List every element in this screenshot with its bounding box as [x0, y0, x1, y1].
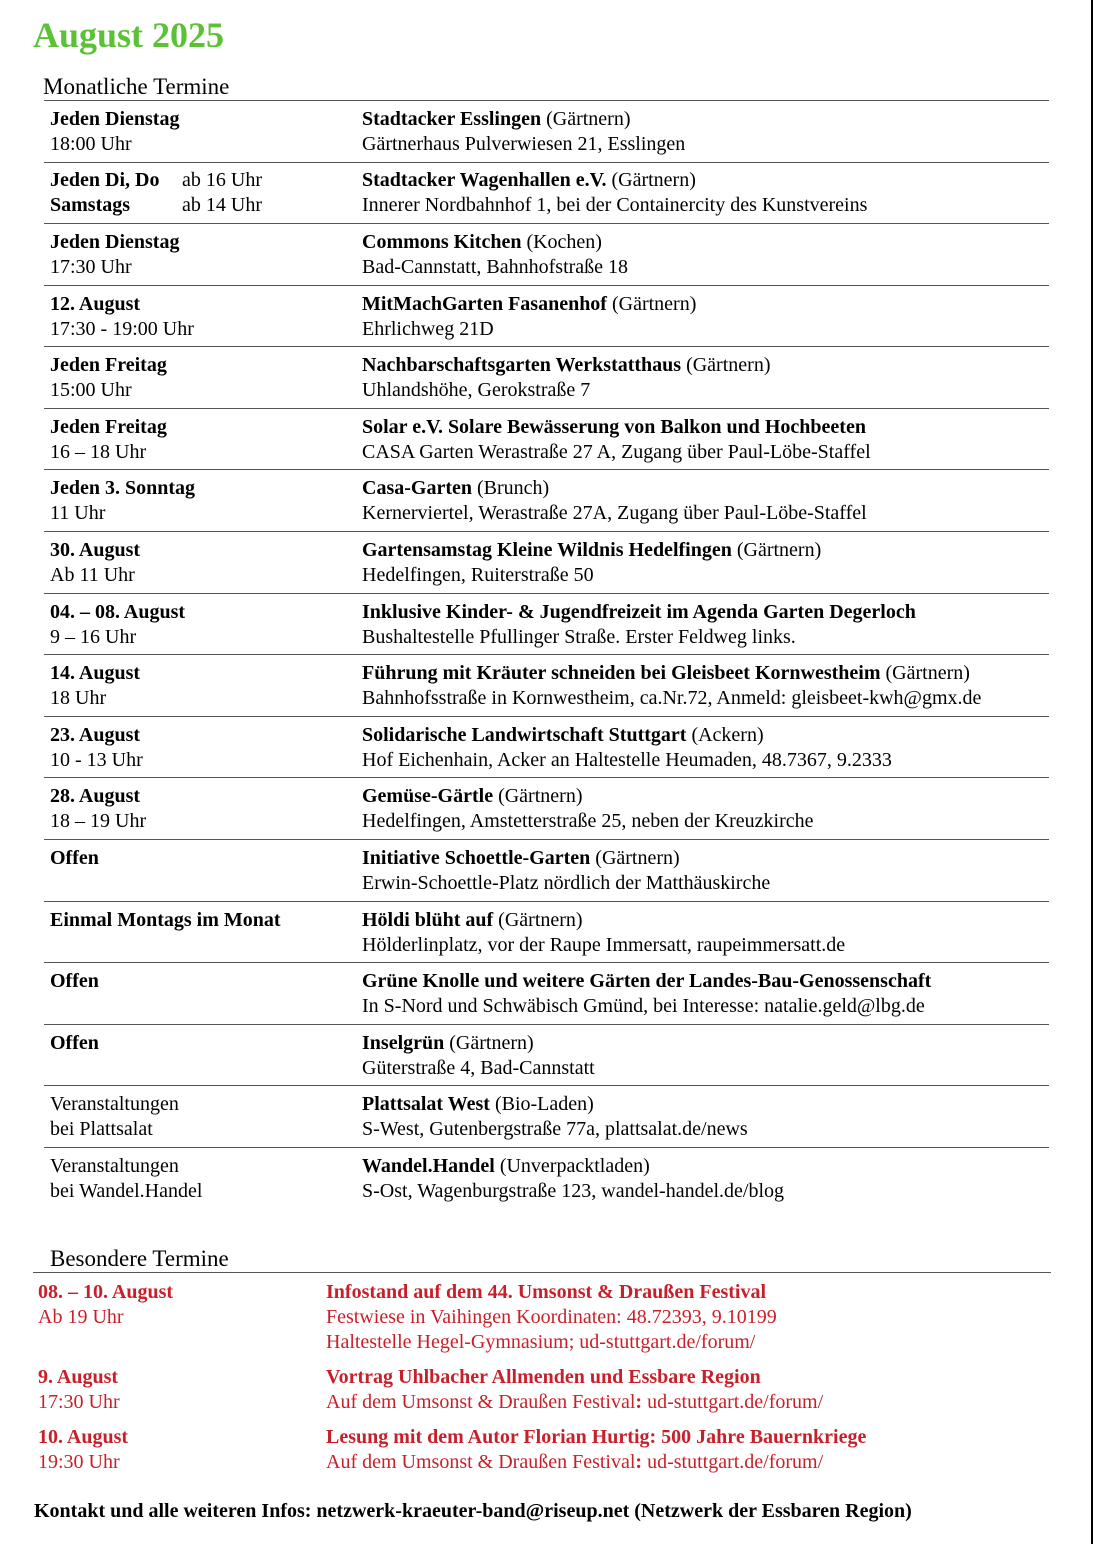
event-type: (Gärtnern) [606, 293, 697, 315]
page-right-border [1091, 0, 1093, 1544]
event-address: Bushaltestelle Pfullinger Straße. Erster Feldweg links. [362, 626, 796, 648]
special-event-location: Haltestelle Hegel-Gymnasium; ud-stuttgart.de/forum/ [326, 1331, 756, 1353]
event-type: (Kochen) [521, 231, 602, 253]
event-name: Nachbarschaftsgarten Werkstatthaus [362, 354, 682, 376]
event-name: Höldi blüht auf [362, 909, 494, 931]
event-name: Commons Kitchen [362, 231, 522, 253]
special-event-location-text: Auf dem Umsonst & Draußen Festival [326, 1451, 636, 1473]
special-heading: Besondere Termine [50, 1246, 229, 1271]
event-type: (Gärtnern) [493, 909, 583, 931]
event-row [50, 963, 1050, 1024]
special-event-name: Vortrag Uhlbacher Allmenden und Essbare Region [326, 1366, 761, 1388]
event-address: Hedelfingen, Ruiterstraße 50 [362, 564, 594, 586]
event-name: Wandel.Handel [362, 1155, 495, 1177]
event-name: Stadtacker Esslingen [362, 108, 542, 130]
special-event-time: 19:30 Uhr [38, 1451, 120, 1473]
special-event-when: 9. August [38, 1366, 119, 1388]
event-when: Jeden 3. Sonntag [50, 477, 196, 499]
event-name: Initiative Schoettle-Garten [362, 847, 591, 869]
event-address: Güterstraße 4, Bad-Cannstatt [362, 1057, 595, 1079]
event-address: Gärtnerhaus Pulverwiesen 21, Esslingen [362, 133, 686, 155]
event-name: Gemüse-Gärtle [362, 785, 494, 807]
event-when: 23. August [50, 724, 141, 746]
special-event-location [326, 1450, 1026, 1475]
event-type: (Unverpacktladen) [494, 1155, 650, 1177]
event-time: 18 Uhr [50, 687, 107, 709]
event-time: ab 16 Uhr [182, 169, 262, 191]
event-time: 17:30 - 19:00 Uhr [50, 318, 194, 340]
special-event-link[interactable]: ud-stuttgart.de/forum/ [642, 1451, 824, 1473]
event-when: Jeden Dienstag [50, 108, 180, 130]
event-row [50, 470, 1050, 531]
colon: : [635, 1451, 643, 1473]
special-event-name: Lesung mit dem Autor Florian Hurtig: 500 Jahre Bauernkriege [326, 1426, 867, 1448]
special-heading-rule [33, 1272, 1051, 1273]
event-row [50, 717, 1050, 778]
event-address: Kernerviertel, Werastraße 27A, Zugang über Paul-Löbe-Staffel [362, 502, 867, 524]
event-when: 30. August [50, 539, 141, 561]
event-address: CASA Garten Werastraße 27 A, Zugang über Paul-Löbe-Staffel [362, 441, 871, 463]
event-when: 12. August [50, 293, 141, 315]
event-name: Führung mit Kräuter schneiden bei Gleisbeet Kornwestheim [362, 662, 881, 684]
event-type: (Gärtnern) [590, 847, 680, 869]
event-row [50, 1025, 1050, 1086]
event-address: S-West, Gutenbergstraße 77a, plattsalat.de/news [362, 1118, 748, 1140]
event-when: Offen [50, 1032, 99, 1054]
event-when: 28. August [50, 785, 141, 807]
event-time: ab 14 Uhr [182, 194, 262, 216]
page-title: August 2025 [33, 15, 225, 55]
event-name: Stadtacker Wagenhallen e.V. [362, 169, 607, 191]
event-type: (Ackern) [686, 724, 764, 746]
event-row [50, 162, 1050, 223]
event-name: Solidarische Landwirtschaft Stuttgart [362, 724, 687, 746]
event-time: Ab 11 Uhr [50, 564, 135, 586]
event-type: (Gärtnern) [493, 785, 583, 807]
special-event-location: Festwiese in Vaihingen Koordinaten: 48.72393, 9.10199 [326, 1306, 777, 1328]
event-when: 14. August [50, 662, 141, 684]
special-event-when: 08. – 10. August [38, 1281, 174, 1303]
event-time: 9 – 16 Uhr [50, 626, 137, 648]
event-when: 04. – 08. August [50, 601, 186, 623]
event-time: 11 Uhr [50, 502, 106, 524]
event-when: Offen [50, 847, 99, 869]
event-when: bei Wandel.Handel [50, 1180, 203, 1202]
event-address: Ehrlichweg 21D [362, 318, 494, 340]
event-row [50, 101, 1050, 162]
event-when: Einmal Montags im Monat [50, 909, 281, 931]
event-type: (Gärtnern) [731, 539, 822, 561]
event-row [50, 594, 1050, 655]
special-event-time: Ab 19 Uhr [38, 1306, 124, 1328]
event-name: Gartensamstag Kleine Wildnis Hedelfingen [362, 539, 732, 561]
special-event-when: 10. August [38, 1426, 129, 1448]
event-time: 17:30 Uhr [50, 256, 132, 278]
event-address: Bahnhofsstraße in Kornwestheim, ca.Nr.72, Anmeld: gleisbeet-kwh@gmx.de [362, 687, 982, 709]
event-address: Innerer Nordbahnhof 1, bei der Containercity des Kunstvereins [362, 194, 868, 216]
special-event-name: Infostand auf dem 44. Umsonst & Draußen Festival [326, 1281, 767, 1303]
event-when: Jeden Dienstag [50, 231, 180, 253]
event-time: 10 - 13 Uhr [50, 749, 143, 771]
event-name: Solar e.V. Solare Bewässerung von Balkon und Hochbeeten [362, 416, 866, 438]
event-address: Hölderlinplatz, vor der Raupe Immersatt, raupeimmersatt.de [362, 934, 846, 956]
event-address: Hof Eichenhain, Acker an Haltestelle Heumaden, 48.7367, 9.2333 [362, 749, 892, 771]
event-when: Veranstaltungen [50, 1155, 179, 1177]
event-time: 15:00 Uhr [50, 379, 132, 401]
event-when: Jeden Freitag [50, 416, 167, 438]
special-event-location-text: Auf dem Umsonst & Draußen Festival [326, 1391, 636, 1413]
event-time: 18 – 19 Uhr [50, 810, 147, 832]
event-type: (Gärtnern) [681, 354, 771, 376]
event-name: Inselgrün [362, 1032, 445, 1054]
event-type: (Gärtnern) [541, 108, 631, 130]
event-name: Casa-Garten [362, 477, 472, 499]
event-when: Jeden Di, Do [50, 169, 160, 191]
event-row [50, 409, 1050, 470]
event-row [50, 224, 1050, 285]
event-time: 18:00 Uhr [50, 133, 132, 155]
event-name: MitMachGarten Fasanenhof [362, 293, 607, 315]
special-event-time: 17:30 Uhr [38, 1391, 120, 1413]
event-when: Jeden Freitag [50, 354, 167, 376]
event-type: (Brunch) [471, 477, 550, 499]
event-address: S-Ost, Wagenburgstraße 123, wandel-handel.de/blog [362, 1180, 785, 1202]
event-type: (Bio-Laden) [489, 1093, 594, 1115]
event-when: Offen [50, 970, 99, 992]
event-name: Plattsalat West [362, 1093, 490, 1115]
event-time: 16 – 18 Uhr [50, 441, 147, 463]
event-row [50, 902, 1050, 963]
event-when: bei Plattsalat [50, 1118, 153, 1140]
event-address: Erwin-Schoettle-Platz nördlich der Matthäuskirche [362, 872, 771, 894]
event-type: (Gärtnern) [444, 1032, 534, 1054]
event-name: Grüne Knolle und weitere Gärten der Landes-Bau-Genossenschaft [362, 970, 932, 992]
event-address: Uhlandshöhe, Gerokstraße 7 [362, 379, 591, 401]
monthly-heading: Monatliche Termine [43, 74, 230, 99]
colon: : [635, 1391, 643, 1413]
event-type: (Gärtnern) [606, 169, 696, 191]
special-event-location [326, 1390, 1026, 1415]
event-when: Samstags [50, 194, 131, 216]
event-row [50, 347, 1050, 408]
event-when: Veranstaltungen [50, 1093, 179, 1115]
event-address: Bad-Cannstatt, Bahnhofstraße 18 [362, 256, 629, 278]
event-type: (Gärtnern) [880, 662, 970, 684]
event-row [50, 840, 1050, 901]
contact-footer: Kontakt und alle weiteren Infos: netzwerk-kraeuter-band@riseup.net (Netzwerk der Essbaren Region) [34, 1500, 912, 1522]
event-address: In S-Nord und Schwäbisch Gmünd, bei Interesse: natalie.geld@lbg.de [362, 995, 925, 1017]
event-row [50, 778, 1050, 839]
event-row [50, 655, 1050, 716]
event-name: Inklusive Kinder- & Jugendfreizeit im Agenda Garten Degerloch [362, 601, 916, 623]
special-event-link[interactable]: ud-stuttgart.de/forum/ [642, 1391, 824, 1413]
event-address: Hedelfingen, Amstetterstraße 25, neben der Kreuzkirche [362, 810, 814, 832]
event-row [50, 532, 1050, 593]
event-row [50, 286, 1050, 347]
event-row [50, 1086, 1050, 1147]
event-row [50, 1148, 1050, 1209]
